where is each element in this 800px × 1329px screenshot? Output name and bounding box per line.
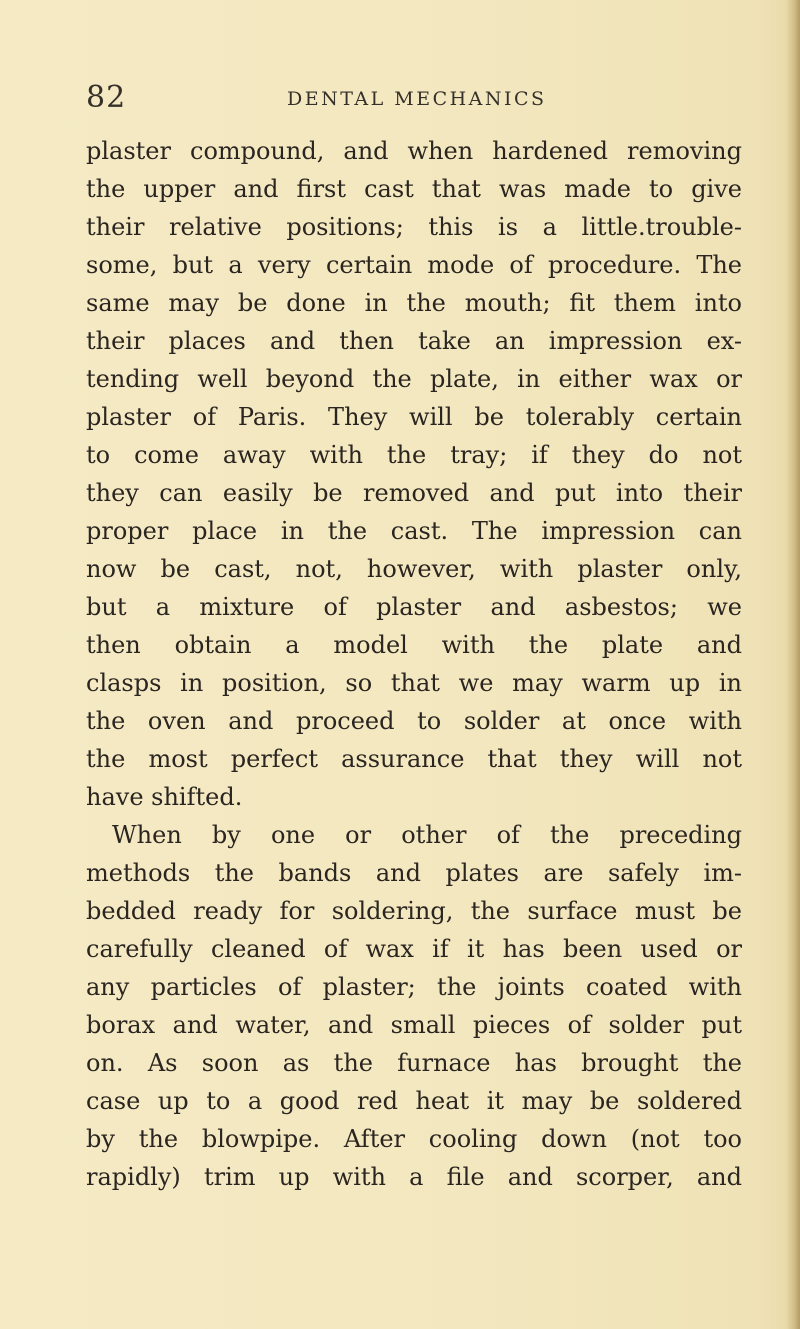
text-line: tending well beyond the plate, in either wax or [86,365,742,393]
text-line: on. As soon as the furnace has brought the [86,1049,742,1077]
text-line: same may be done in the mouth; fit them into [86,289,742,317]
text-line: now be cast, not, however, with plaster only, [86,555,742,583]
text-line: any particles of plaster; the joints coated with [86,973,742,1001]
text-line: by the blowpipe. After cooling down (not too [86,1125,742,1153]
body-text [86,132,742,1196]
page-edge-shadow [786,0,800,1329]
text-line: carefully cleaned of wax if it has been used or [86,935,742,963]
paragraph-first-line: When by one or other of the preceding [112,821,742,849]
text-line: methods the bands and plates are safely im- [86,859,742,887]
text-line: their relative positions; this is a little.trouble- [86,213,742,241]
paragraph-last-line: have shifted. [86,783,243,811]
running-head: DENTAL MECHANICS [287,88,547,110]
text-line: they can easily be removed and put into their [86,479,742,507]
text-line: bedded ready for soldering, the surface must be [86,897,742,925]
text-line: clasps in position, so that we may warm up in [86,669,742,697]
page-header [86,78,726,118]
text-line: their places and then take an impression ex- [86,327,742,355]
text-line: plaster compound, and when hardened removing [86,137,742,165]
text-line: borax and water, and small pieces of solder put [86,1011,742,1039]
page-number: 82 [86,80,127,115]
text-line: rapidly) trim up with a file and scorper, and [86,1163,742,1191]
text-line: but a mixture of plaster and asbestos; we [86,593,742,621]
text-line: plaster of Paris. They will be tolerably certain [86,403,742,431]
text-line: the most perfect assurance that they will not [86,745,742,773]
text-line: then obtain a model with the plate and [86,631,742,659]
text-line: some, but a very certain mode of procedure. The [86,251,742,279]
text-line: the upper and first cast that was made to give [86,175,742,203]
text-line: to come away with the tray; if they do not [86,441,742,469]
text-line: the oven and proceed to solder at once with [86,707,742,735]
text-line: case up to a good red heat it may be soldered [86,1087,742,1115]
text-line: proper place in the cast. The impression can [86,517,742,545]
